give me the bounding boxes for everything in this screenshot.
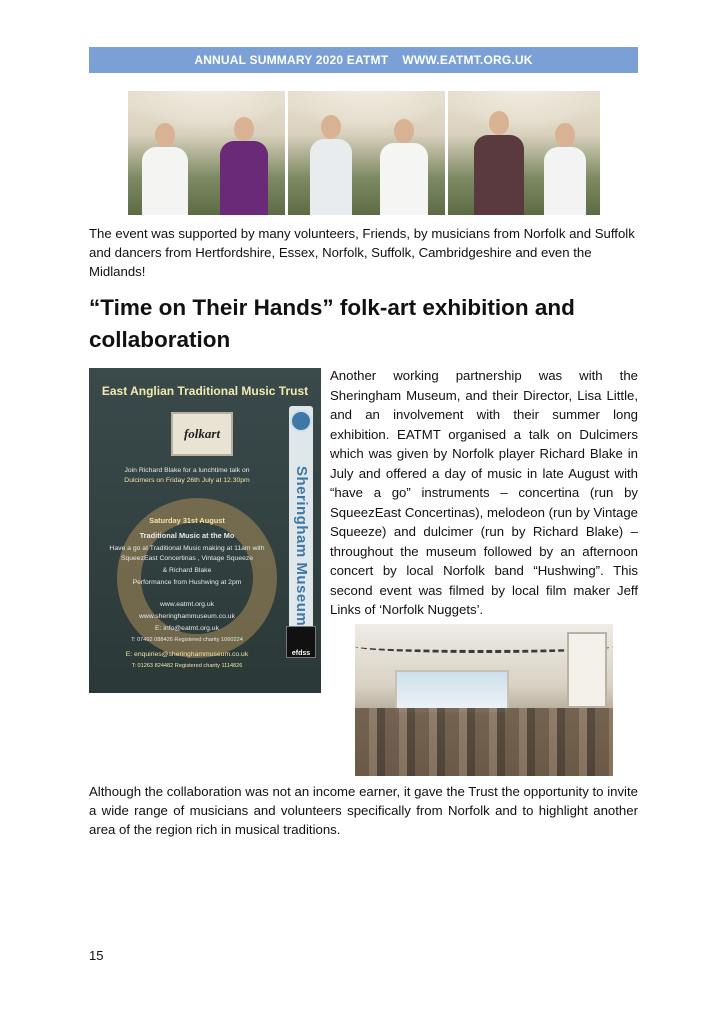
- award-photo-1: [128, 91, 285, 215]
- poster-talk-line-1: Join Richard Blake for a lunchtime talk on: [124, 467, 250, 474]
- poster-detail-3: & Richard Blake: [162, 567, 212, 574]
- museum-logo-icon: [290, 410, 312, 432]
- intro-paragraph: The event was supported by many volunteers, Friends, by musicians from Norfolk and Suffolk and dancers from Hertfordshire, Essex, Norfolk, Suffolk, Cambridgeshire and even the Midlands!: [89, 226, 635, 279]
- header-text: ANNUAL SUMMARY 2020 EATMT WWW.EATMT.ORG.UK: [194, 53, 533, 67]
- folkart-logo: folkart: [171, 412, 233, 456]
- efdss-logo: efdss: [286, 626, 316, 658]
- poster-email-1: E: info@eatmt.org.uk: [155, 625, 219, 632]
- poster-title: East Anglian Traditional Music Trust: [101, 384, 309, 398]
- poster-web-1: www.eatmt.org.uk: [159, 601, 215, 608]
- page-number: 15: [89, 948, 104, 963]
- page-header-banner: [89, 47, 638, 73]
- museum-concert-photo: [355, 624, 613, 776]
- museum-partnership-paragraph: Another working partnership was with the Sheringham Museum, and their Director, Lisa Little, and an involvement with their summer long exhibition. EATMT organised a talk on Dulcimers which was given by Norfolk player Richard Blake in July and offered a day of music in late August with “have a go” instruments – concertina (run by SqueezEast Concertinas), melodeon (run by Vintage Squeeze) and dulcimer (run by Richard Blake) – throughout the museum followed by an afternoon concert by local Norfolk band “Hushwing”. This second event was filmed by local film maker Jeff Links of ‘Norfolk Nuggets’.: [330, 368, 638, 617]
- poster-phone-2: T: 01263 824482 Registered charity 1114826: [131, 663, 243, 669]
- poster-side-banner: [289, 406, 313, 656]
- poster-date: Saturday 31st August: [149, 516, 225, 525]
- poster-detail-2: SqueezEast Concertinas , Vintage Squeeze: [120, 555, 254, 562]
- closing-paragraph: Although the collaboration was not an income earner, it gave the Trust the opportunity to invite a wide range of musicians and volunteers specifically from Norfolk and to highlight another area of the region rich in musical traditions.: [89, 784, 638, 837]
- poster-email-2: E: enquiries@sheringhammuseum.co.uk: [125, 651, 249, 658]
- award-photo-3: [448, 91, 600, 215]
- poster-talk-line-2: Dulcimers on Friday 26th July at 12.30pm: [124, 477, 250, 484]
- poster-detail-1: Have a go at Traditional Music making at 11am with: [109, 545, 265, 552]
- award-photo-strip: [128, 91, 600, 215]
- poster-web-2: www.sheringhammuseum.co.uk: [139, 613, 235, 620]
- poster-detail-4: Performance from Hushwing at 2pm: [132, 579, 242, 586]
- section-heading: “Time on Their Hands” folk-art exhibition and collaboration: [89, 295, 575, 352]
- poster-event: Traditional Music at the Mo: [139, 531, 235, 540]
- exhibition-poster: [89, 368, 321, 693]
- award-photo-2: [288, 91, 445, 215]
- poster-phone-1: T: 07492 088426 Registered charity 1060224: [131, 637, 243, 643]
- sheringham-museum-text: Sheringham Museum: [293, 465, 310, 627]
